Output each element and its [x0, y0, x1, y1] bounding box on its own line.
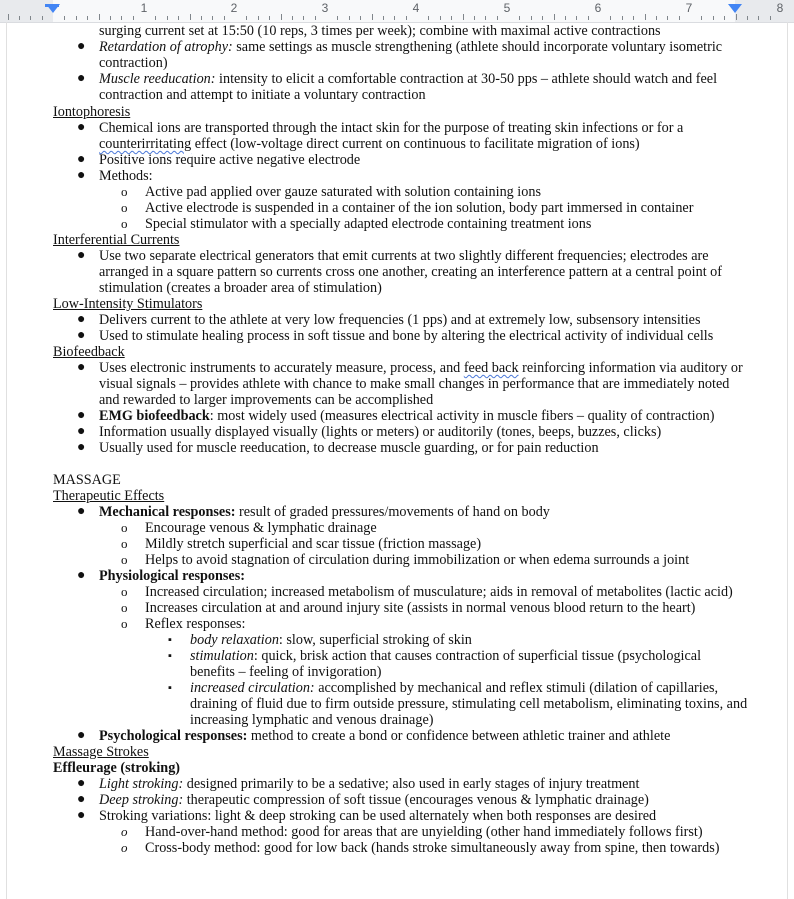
ruler-tick	[30, 16, 31, 20]
bullet-disc: ●	[77, 728, 86, 743]
list-item	[99, 71, 717, 87]
list-item: Usually used for muscle reeducation, to decrease muscle guarding, or for pain reduction	[99, 440, 599, 456]
paragraph-line: contraction)	[99, 55, 168, 71]
ruler-number: 4	[412, 1, 420, 15]
section-heading: Therapeutic Effects	[53, 488, 165, 504]
list-item	[99, 792, 649, 808]
ruler-tick	[349, 16, 350, 20]
ruler-tick	[303, 16, 304, 20]
text: reinforcing information via auditory or	[518, 360, 743, 376]
paragraph-line: and rewarded to larger improvements can be accomplished	[99, 392, 434, 408]
text: : most widely used (measures electrical activity in muscle fibers – quality of contraction)	[209, 408, 715, 424]
ruler-tick	[770, 16, 771, 20]
bullet-disc: ●	[77, 568, 86, 583]
bullet-circle: o	[121, 520, 128, 535]
bullet-circle: o	[121, 216, 128, 231]
section-heading: Interferential Currents	[53, 232, 180, 248]
ruler-tick	[110, 16, 111, 20]
spellcheck-word[interactable]: counterirritating	[99, 136, 192, 152]
ruler-number: 5	[503, 1, 511, 15]
ruler-tick	[406, 16, 407, 20]
list-item	[190, 648, 701, 664]
bullet-disc: ●	[77, 408, 86, 423]
ruler-tick	[360, 16, 361, 20]
ruler-tick	[645, 14, 646, 20]
right-indent-marker[interactable]	[728, 4, 742, 13]
bullet-disc: ●	[77, 152, 86, 167]
paragraph-line	[99, 136, 640, 152]
ruler-tick	[519, 16, 520, 20]
bullet-circle: o	[121, 552, 128, 567]
term: stimulation	[190, 648, 254, 664]
bullet-disc: ●	[77, 776, 86, 791]
term: EMG biofeedback	[99, 408, 210, 424]
ruler-tick	[8, 14, 9, 20]
list-item	[99, 360, 743, 376]
spellcheck-word[interactable]: feed back	[463, 360, 519, 376]
bullet-disc: ●	[77, 168, 86, 183]
bullet-circle: o	[121, 600, 128, 615]
ruler-tick	[542, 16, 543, 20]
list-item	[99, 39, 722, 55]
term: Psychological responses:	[99, 728, 248, 744]
paragraph-line: arranged in a square pattern so currents cross one another, creating an interference pattern at a central point of	[99, 264, 722, 280]
ruler-tick	[758, 16, 759, 20]
term: increased circulation:	[190, 680, 315, 696]
ruler-tick	[554, 14, 555, 20]
ruler-tick	[701, 16, 702, 20]
ruler-tick	[656, 16, 657, 20]
horizontal-ruler	[0, 0, 794, 23]
bullet-disc: ●	[77, 39, 86, 54]
ruler-tick	[178, 16, 179, 20]
text: method to create a bond or confidence between athletic trainer and athlete	[247, 728, 671, 744]
list-item: Information usually displayed visually (lights or meters) or auditorily (tones, beeps, buzzes, clicks)	[99, 424, 662, 440]
term: Mechanical responses:	[99, 504, 236, 520]
ruler-tick	[315, 16, 316, 20]
ruler-tick	[87, 16, 88, 20]
term: Retardation of atrophy:	[99, 39, 233, 55]
bullet-circle: o	[121, 840, 128, 855]
ruler-tick	[724, 16, 725, 20]
list-item: Active pad applied over gauze saturated with solution containing ions	[145, 184, 541, 200]
ruler-tick	[463, 14, 464, 20]
ruler-tick	[224, 16, 225, 20]
ruler-tick	[212, 16, 213, 20]
ruler-number: 1	[140, 1, 148, 15]
term: body relaxation	[190, 632, 279, 648]
ruler-tick	[269, 16, 270, 20]
left-indent-marker[interactable]	[46, 4, 60, 13]
ruler-tick	[497, 16, 498, 20]
ruler-tick	[588, 16, 589, 20]
ruler-tick	[485, 16, 486, 20]
page-title: MASSAGE	[53, 472, 121, 488]
text: result of graded pressures/movements of hand on body	[235, 504, 550, 520]
ruler-tick	[258, 16, 259, 20]
ruler-tick	[565, 16, 566, 20]
section-heading: Iontophoresis	[53, 104, 131, 120]
bullet-circle: o	[121, 824, 128, 839]
ruler-tick	[121, 16, 122, 20]
list-item: Cross-body method: good for low back (hands stroke simultaneously away from spine, then towards)	[145, 840, 720, 856]
ruler-number: 2	[230, 1, 238, 15]
ruler-tick	[576, 16, 577, 20]
bullet-disc: ●	[77, 312, 86, 327]
section-heading: Low-Intensity Stimulators	[53, 296, 203, 312]
list-item: Stroking variations: light & deep stroking can be used alternately when both responses are desired	[99, 808, 657, 824]
ruler-tick	[531, 16, 532, 20]
ruler-tick	[64, 16, 65, 20]
bullet-square: ▪	[168, 682, 172, 694]
list-item: Active electrode is suspended in a container of the ion solution, body part immersed in container	[145, 200, 694, 216]
list-item	[190, 680, 718, 696]
text: effect (low-voltage direct current on continuous to facilitate migration of ions)	[191, 136, 640, 152]
list-item: Chemical ions are transported through the intact skin for the purpose of treating skin infections or for a	[99, 120, 684, 136]
ruler-number: 7	[685, 1, 693, 15]
text: : quick, brisk action that causes contraction of superficial tissue (psychological	[253, 648, 702, 664]
ruler-tick	[474, 16, 475, 20]
text: same settings as muscle strengthening (athlete should incorporate voluntary isometric	[232, 39, 723, 55]
bullet-disc: ●	[77, 504, 86, 519]
ruler-tick	[155, 16, 156, 20]
section-heading: Massage Strokes	[53, 744, 149, 760]
paragraph-line: benefits – feeling of invigoration)	[190, 664, 382, 680]
bullet-circle: o	[121, 616, 128, 631]
ruler-tick	[246, 16, 247, 20]
bullet-square: ▪	[168, 634, 172, 646]
ruler-tick	[451, 16, 452, 20]
ruler-tick	[337, 16, 338, 20]
ruler-tick	[76, 16, 77, 20]
term: Deep stroking:	[99, 792, 184, 808]
bullet-circle: o	[121, 200, 128, 215]
list-item	[99, 408, 714, 424]
bullet-disc: ●	[77, 120, 86, 135]
list-item: Methods:	[99, 168, 153, 184]
ruler-tick	[190, 14, 191, 20]
text: : slow, superficial stroking of skin	[278, 632, 472, 648]
ruler-tick	[633, 16, 634, 20]
list-item: Mildly stretch superficial and scar tissue (friction massage)	[145, 536, 482, 552]
ruler-tick	[679, 16, 680, 20]
ruler-number: 6	[594, 1, 602, 15]
list-item: Encourage venous & lymphatic drainage	[145, 520, 377, 536]
subsection-heading: Effleurage (stroking)	[53, 760, 181, 776]
ruler-number: 3	[321, 1, 329, 15]
page-right-edge	[787, 22, 788, 899]
ruler-tick	[19, 16, 20, 20]
ruler-tick	[99, 14, 100, 20]
paragraph-line: increasing lymphatic and venous drainage)	[190, 712, 434, 728]
paragraph-line: draining of fluid due to firm outside pressure, stimulating cell metabolism, eliminating toxins, and	[190, 696, 748, 712]
ruler-tick	[201, 16, 202, 20]
list-item	[99, 728, 670, 744]
list-item: Hand-over-hand method: good for areas that are unyielding (other hand immediately follows first)	[145, 824, 703, 840]
text: accomplished by mechanical and reflex stimuli (dilation of capillaries,	[314, 680, 719, 696]
list-item: Increased circulation; increased metabolism of musculature; aids in removal of metabolites (lactic acid)	[145, 584, 733, 600]
text: designed primarily to be a sedative; also used in early stages of injury treatment	[183, 776, 640, 792]
ruler-tick	[42, 16, 43, 20]
paragraph-line: visual signals – provides athlete with chance to make small changes in performance that are immediately noted	[99, 376, 730, 392]
paragraph-line: stimulation (creates a broader area of stimulation)	[99, 280, 382, 296]
ruler-tick	[428, 16, 429, 20]
ruler-tick	[747, 16, 748, 20]
list-item: Special stimulator with a specially adapted electrode containing treatment ions	[145, 216, 592, 232]
ruler-tick	[440, 16, 441, 20]
bullet-square: ▪	[168, 650, 172, 662]
ruler-tick	[394, 16, 395, 20]
ruler-tick	[667, 16, 668, 20]
ruler-right-margin	[735, 0, 794, 22]
bullet-disc: ●	[77, 71, 86, 86]
paragraph-line: contraction and attempt to initiate a voluntary contraction	[99, 87, 426, 103]
ruler-tick	[167, 16, 168, 20]
section-heading: Biofeedback	[53, 344, 125, 360]
list-item: Helps to avoid stagnation of circulation during immobilization or when edema surrounds a joint	[145, 552, 690, 568]
text: intensity to elicit a comfortable contraction at 30-50 pps – athlete should watch and feel	[215, 71, 718, 87]
ruler-tick	[610, 16, 611, 20]
list-item: Use two separate electrical generators that emit currents at two slightly different frequencies; electrodes are	[99, 248, 709, 264]
bullet-disc: ●	[77, 440, 86, 455]
ruler-tick	[281, 14, 282, 20]
bullet-circle: o	[121, 584, 128, 599]
bullet-disc: ●	[77, 792, 86, 807]
page-left-edge	[6, 22, 7, 899]
list-item	[99, 776, 639, 792]
list-item: Positive ions require active negative electrode	[99, 152, 361, 168]
list-item: Physiological responses:	[99, 568, 245, 584]
bullet-circle: o	[121, 184, 128, 199]
term: Light stroking:	[99, 776, 184, 792]
text: therapeutic compression of soft tissue (encourages venous & lymphatic drainage)	[183, 792, 649, 808]
ruler-tick	[736, 14, 737, 20]
list-item: Reflex responses:	[145, 616, 246, 632]
ruler-tick	[713, 16, 714, 20]
ruler-number: 8	[776, 1, 784, 15]
ruler-tick	[133, 16, 134, 20]
list-item	[99, 504, 550, 520]
ruler-tick	[292, 16, 293, 20]
ruler-tick	[372, 14, 373, 20]
list-item: Increases circulation at and around injury site (assists in normal venous blood return to the heart)	[145, 600, 696, 616]
list-item: Used to stimulate healing process in soft tissue and bone by altering the electrical activity of individual cells	[99, 328, 714, 344]
ruler-tick	[622, 16, 623, 20]
bullet-disc: ●	[77, 328, 86, 343]
bullet-disc: ●	[77, 424, 86, 439]
list-item: Delivers current to the athlete at very low frequencies (1 pps) and at extremely low, subsensory intensities	[99, 312, 701, 328]
list-item	[190, 632, 472, 648]
paragraph-line: surging current set at 15:50 (10 reps, 3 times per week); combine with maximal active contractions	[99, 23, 661, 39]
bullet-circle: o	[121, 536, 128, 551]
text: Uses electronic instruments to accurately measure, process, and	[99, 360, 464, 376]
bullet-disc: ●	[77, 808, 86, 823]
bullet-disc: ●	[77, 248, 86, 263]
term: Muscle reeducation:	[99, 71, 216, 87]
bullet-disc: ●	[77, 360, 86, 375]
ruler-tick	[383, 16, 384, 20]
